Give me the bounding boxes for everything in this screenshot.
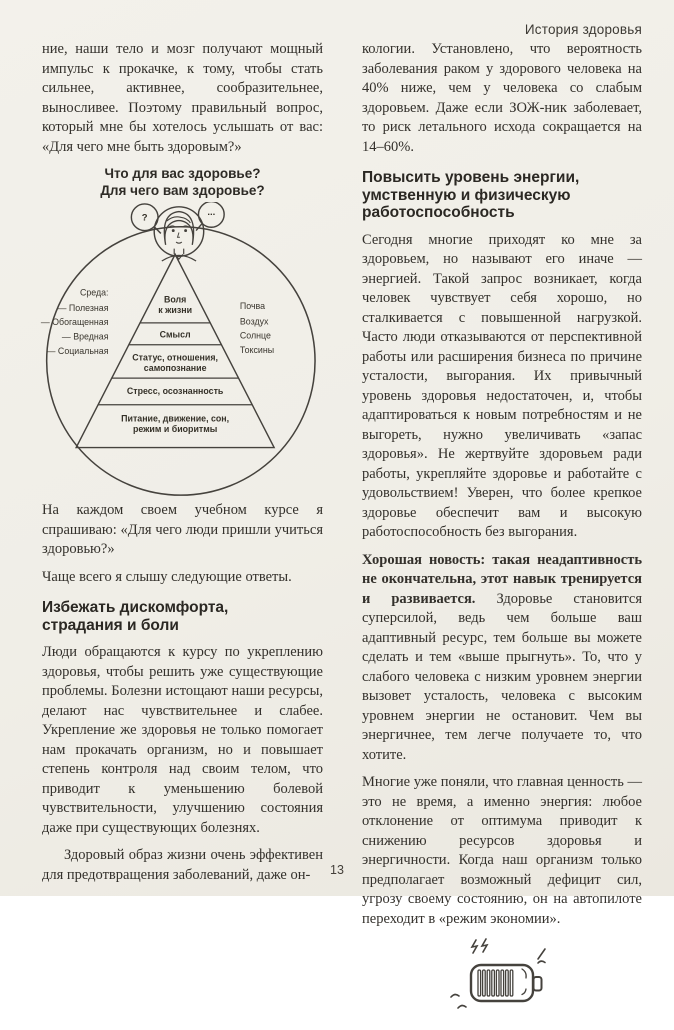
svg-text:...: ...: [207, 207, 216, 219]
health-diagram: [42, 165, 323, 499]
woman-face-icon: [154, 207, 203, 261]
diagram-title-line: Для чего вам здоровье?: [100, 183, 265, 198]
pyramid-label: самопознание: [143, 362, 207, 373]
heading-line: страдания и боли: [42, 616, 179, 634]
battery-icon: [446, 937, 576, 1023]
running-head: История здоровья: [524, 22, 642, 37]
factor-labels: [240, 301, 274, 355]
factor-item: Солнце: [239, 330, 271, 341]
battery-body: [471, 965, 542, 1001]
body-paragraph: ние, наши тело и мозг получают мощный импульс к прокачке, к тому, чтобы стать сильнее, активнее, сообразительнее, выносливее. Поэтому правильный вопрос, который мне бы хотелось услышать от вас: «Для чего мне быть здоровым?»: [42, 41, 323, 155]
pyramid-label: Статус, отношения,: [132, 352, 218, 363]
ellipsis-bubble-icon: [196, 202, 224, 231]
environment-item: — Полезная: [57, 302, 109, 313]
section-heading: [42, 599, 323, 634]
factor-item: Воздух: [239, 316, 269, 327]
pyramid-label: к жизни: [158, 304, 193, 315]
body-paragraph: [362, 551, 642, 766]
page-number: 13: [330, 863, 344, 877]
environment-labels: [41, 288, 109, 356]
question-bubble-icon: [131, 204, 161, 234]
left-column: [42, 40, 323, 893]
heading-line: умственную и физическую: [362, 186, 571, 204]
section-heading: [362, 169, 642, 222]
heading-line: Повысить уровень энергии,: [362, 169, 580, 186]
body-paragraph: Чаще всего я слышу следующие ответы.: [42, 568, 292, 585]
body-paragraph: Сегодня многие приходят ко мне за здоровьем, но называют его иначе — энергией. Такой запрос возникает, когда человек чувствует себя хорошо, но сталкивается с повышенной нагрузкой. Часто люди отказываются от перспективной работы или расширения бизнеса по причине усталости, выгорания. Их привычный уровень здоровья недостаточен, и, чтобы адаптироваться к новым потребностям и не выгореть, нужно увеличивать «запас здоровья». Не жертвуйте здоровьем ради работы, укрепляйте здоровье и работайте с удовольствием! Уверен, что более крепкое здоровье обеспечит вам и высокую работоспособность без выгорания.: [362, 231, 642, 540]
heading-line: работоспособность: [362, 204, 515, 221]
pyramid-label: режим и биоритмы: [132, 423, 218, 434]
heading-line: Избежать дискомфорта,: [42, 599, 229, 616]
environment-item: — Вредная: [61, 331, 109, 342]
body-paragraph: На каждом своем учебном курсе я спрашиваю: «Для чего люди пришли учиться здоровью?»: [42, 502, 323, 557]
battery-figure: [446, 937, 642, 1030]
body-paragraph: Люди обращаются к курсу по укреплению здоровья, чтобы решить уже существующие проблемы. Болезни истощают наши ресурсы, делают нас чувствительнее и слабее. Укрепление же здоровья не только помогает нам прокачать организм, но и повышает степень контроля над своим телом, что приводит к уменьшению болевой чувствительности, улучшению состояния даже при существующих болезнях.: [42, 644, 323, 836]
body-paragraph: Многие уже поняли, что главная ценность — это не время, а именно энергия: любое отклонение от оптимума приводит к снижению ресурсов здоровья и энергичности. Когда наш организм только предполагает возможный дефицит сил, угрозу своему состоянию, он на автопилоте переходит в «режим экономии».: [362, 774, 642, 927]
pyramid-label: Стресс, осознанность: [126, 385, 224, 396]
environment-item: — Социальная: [46, 345, 109, 356]
pyramid-label: Питание, движение, сон,: [121, 413, 230, 424]
diagram-title-line: Что для вас здоровье?: [104, 166, 261, 181]
diagram-title: [42, 165, 323, 199]
factor-item: Токсины: [239, 344, 275, 355]
right-column: [362, 40, 642, 1030]
pyramid-label: Воля: [163, 294, 187, 305]
health-diagram-figure: [40, 202, 316, 499]
svg-text:?: ?: [141, 212, 148, 224]
pyramid-label: Смысл: [159, 329, 191, 340]
environment-header: Среда:: [79, 287, 109, 298]
battery-charge-bars: [478, 970, 513, 996]
paragraph-text: Здоровье становится суперсилой, ведь чем больше ваш адаптивный ресурс, тем больше вы можете сделать и тем «выше прыгнуть». То, что у слабого человека с низким уровнем энергии вызовет усталость, человека с высоким уровнем энергии не остановит. Чем вы энергичнее, тем легче получаете то, что хотите.: [362, 590, 642, 763]
bold-lead-text: Хорошая новость: такая неадаптивность не окончательна, этот навык тренируется и развивается.: [362, 551, 642, 607]
factor-item: Почва: [239, 301, 266, 312]
body-paragraph: Здоровый образ жизни очень эффективен для предотвращения заболеваний, даже он-: [42, 847, 323, 883]
body-paragraph: кологии. Установлено, что вероятность заболевания раком у здорового человека на 40% ниже, чем у человека со слабым здоровьем. Даже если ЗОЖ-ник заболевает, то риск летального исхода сокращается на 14–60%.: [362, 41, 642, 155]
environment-item: — Обогащенная: [40, 317, 109, 328]
